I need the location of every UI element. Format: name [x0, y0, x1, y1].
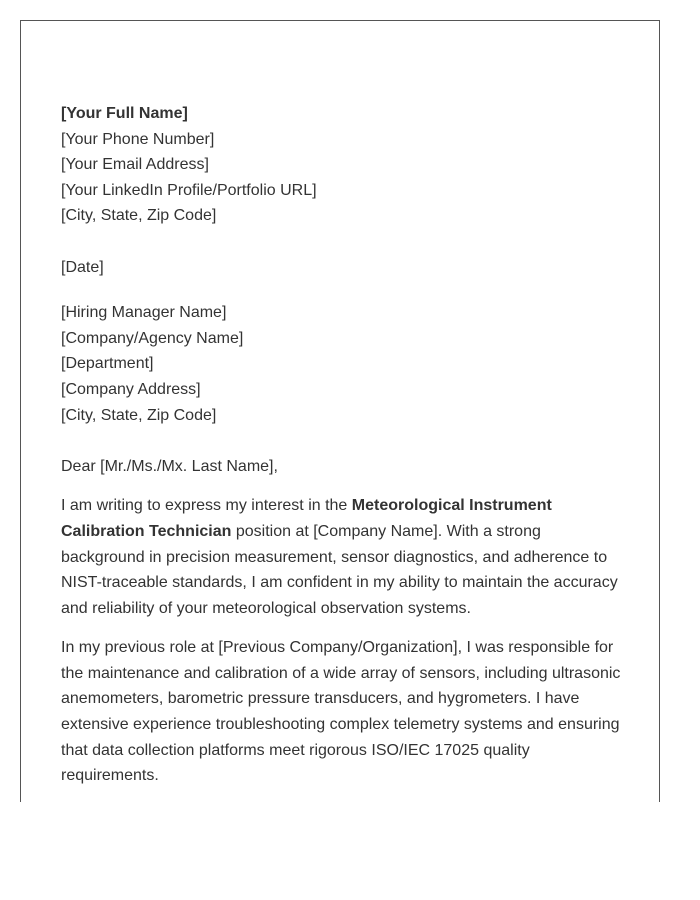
letter-content	[61, 101, 626, 789]
paragraph-1-intro: I am writing to express my interest in the	[61, 497, 352, 515]
spacer	[61, 479, 626, 493]
recipient-address: [Company Address]	[61, 380, 201, 398]
date-block	[61, 255, 626, 281]
recipient-block	[61, 300, 626, 428]
body-paragraph-1	[61, 493, 626, 621]
spacer	[61, 428, 626, 454]
position-title: Meteorological Instrument Calibration Technician	[61, 497, 552, 540]
sender-phone: [Your Phone Number]	[61, 130, 215, 148]
letter-date: [Date]	[61, 258, 104, 276]
recipient-department: [Department]	[61, 355, 154, 373]
recipient-company: [Company/Agency Name]	[61, 329, 244, 347]
salutation: Dear [Mr./Ms./Mx. Last Name],	[61, 457, 278, 475]
spacer	[61, 621, 626, 635]
body-paragraph-2: In my previous role at [Previous Company/Organization], I was responsible for the maintenance and calibration of a wide array of sensors, including ultrasonic anemometers, barometric pressure transducers, and hygrometers. I have extensive experience troubleshooting complex telemetry systems and ensuring that data collection platforms meet rigorous ISO/IEC 17025 quality requirements.	[61, 639, 621, 785]
sender-email: [Your Email Address]	[61, 156, 209, 174]
sender-city: [City, State, Zip Code]	[61, 207, 217, 225]
spacer	[61, 280, 626, 300]
spacer	[61, 229, 626, 255]
paragraph-1-rest: position at [Company Name]. With a strong background in precision measurement, sensor diagnostics, and adherence to NIST-traceable standards, I am confident in my ability to maintain the accuracy and reliability of your meteorological observation systems.	[61, 522, 618, 617]
recipient-city: [City, State, Zip Code]	[61, 406, 217, 424]
sender-linkedin: [Your LinkedIn Profile/Portfolio URL]	[61, 181, 317, 199]
salutation-block	[61, 454, 626, 480]
letter-page	[20, 20, 660, 802]
sender-name: [Your Full Name]	[61, 105, 188, 122]
recipient-manager: [Hiring Manager Name]	[61, 304, 227, 322]
sender-block	[61, 101, 626, 229]
